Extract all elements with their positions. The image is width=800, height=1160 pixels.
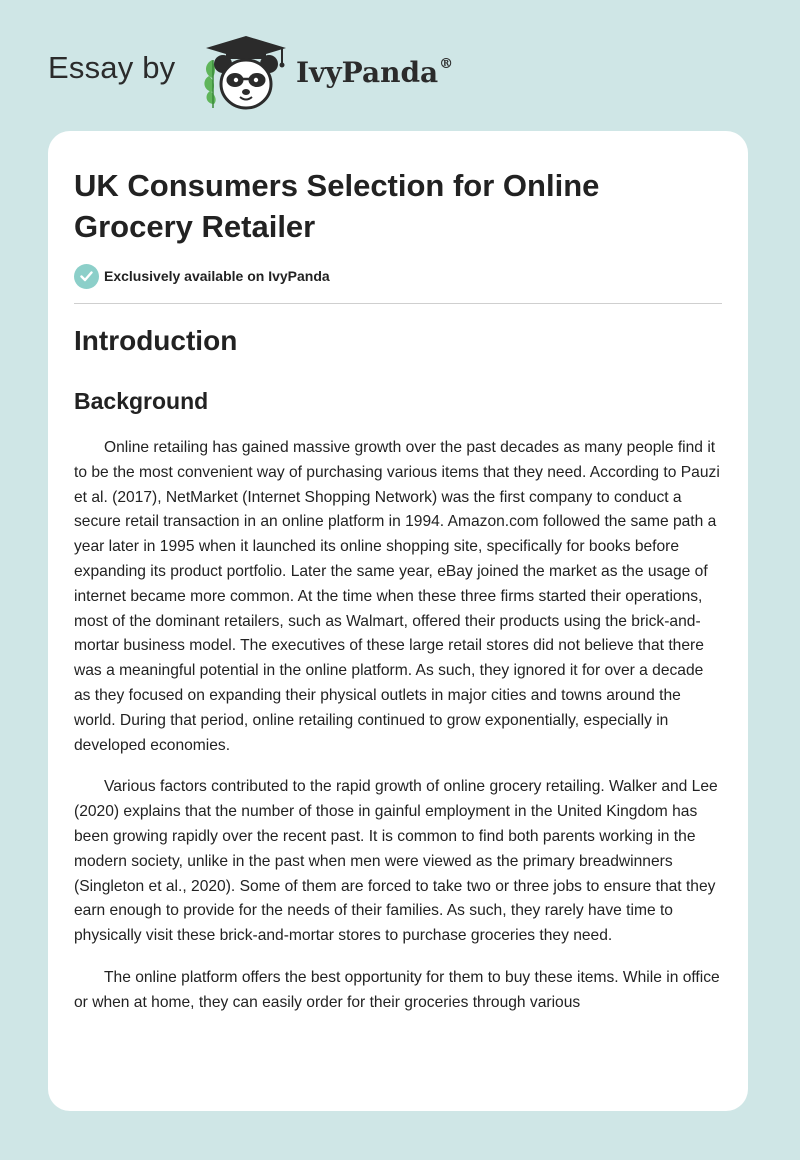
essay-card — [48, 131, 748, 1111]
panda-graduate-icon[interactable] — [200, 34, 292, 112]
essay-by-label: Essay by — [48, 50, 176, 85]
paragraph: Various factors contributed to the rapid growth of online grocery retailing. Walker and Lee (2020) explains that the number of those in gainful employment in the United Kingdom has been growing rapidly over the recent past. It is common to find both parents working in the modern society, unlike in the past when men were viewed as the primary breadwinners (Singleton et al., 2020). Some of them are forced to take two or three jobs to ensure that they earn enough to provide for the needs of their families. As such, they rarely have time to physically visit these brick-and-mortar stores to purchase groceries they need. — [74, 778, 718, 945]
brand-name: IvyPanda — [296, 56, 439, 89]
subsection-heading-background: Background — [74, 388, 209, 414]
essay-body — [74, 436, 724, 1033]
check-circle-icon — [74, 264, 99, 289]
exclusive-badge — [74, 263, 330, 289]
brand-logo[interactable] — [296, 56, 453, 89]
essay-title: UK Consumers Selection for Online Grocery Retailer — [74, 168, 600, 244]
section-heading-introduction: Introduction — [74, 325, 238, 356]
exclusive-label: Exclusively available on IvyPanda — [104, 268, 330, 284]
site-header — [0, 0, 800, 130]
paragraph: Online retailing has gained massive growth over the past decades as many people find it to be the most convenient way of purchasing various items that they need. According to Pauzi et al. (2017), NetMarket (Internet Shopping Network) was the first company to conduct a secure retail transaction in an online platform in 1994. Amazon.com followed the same path a year later in 1995 when it launched its online shopping site, specifically for books before expanding its product portfolio. Later the same year, eBay joined the market as the usage of internet became more common. At the time when these three firms started their operations, most of the dominant retailers, such as Walmart, offered their products using the brick-and-mortar business model. The executives of these large retail stores did not believe that there was a meaningful potential in the online platform. As such, they ignored it for over a decade as they focused on expanding their physical outlets in major cities and towns around the world. During that period, online retailing continued to grow exponentially, especially in developed economies. — [74, 439, 720, 754]
title-divider — [74, 303, 722, 304]
paragraph: The online platform offers the best opportunity for them to buy these items. While in office or when at home, they can easily order for their groceries through various — [74, 968, 720, 1011]
registered-mark: ® — [439, 56, 454, 72]
